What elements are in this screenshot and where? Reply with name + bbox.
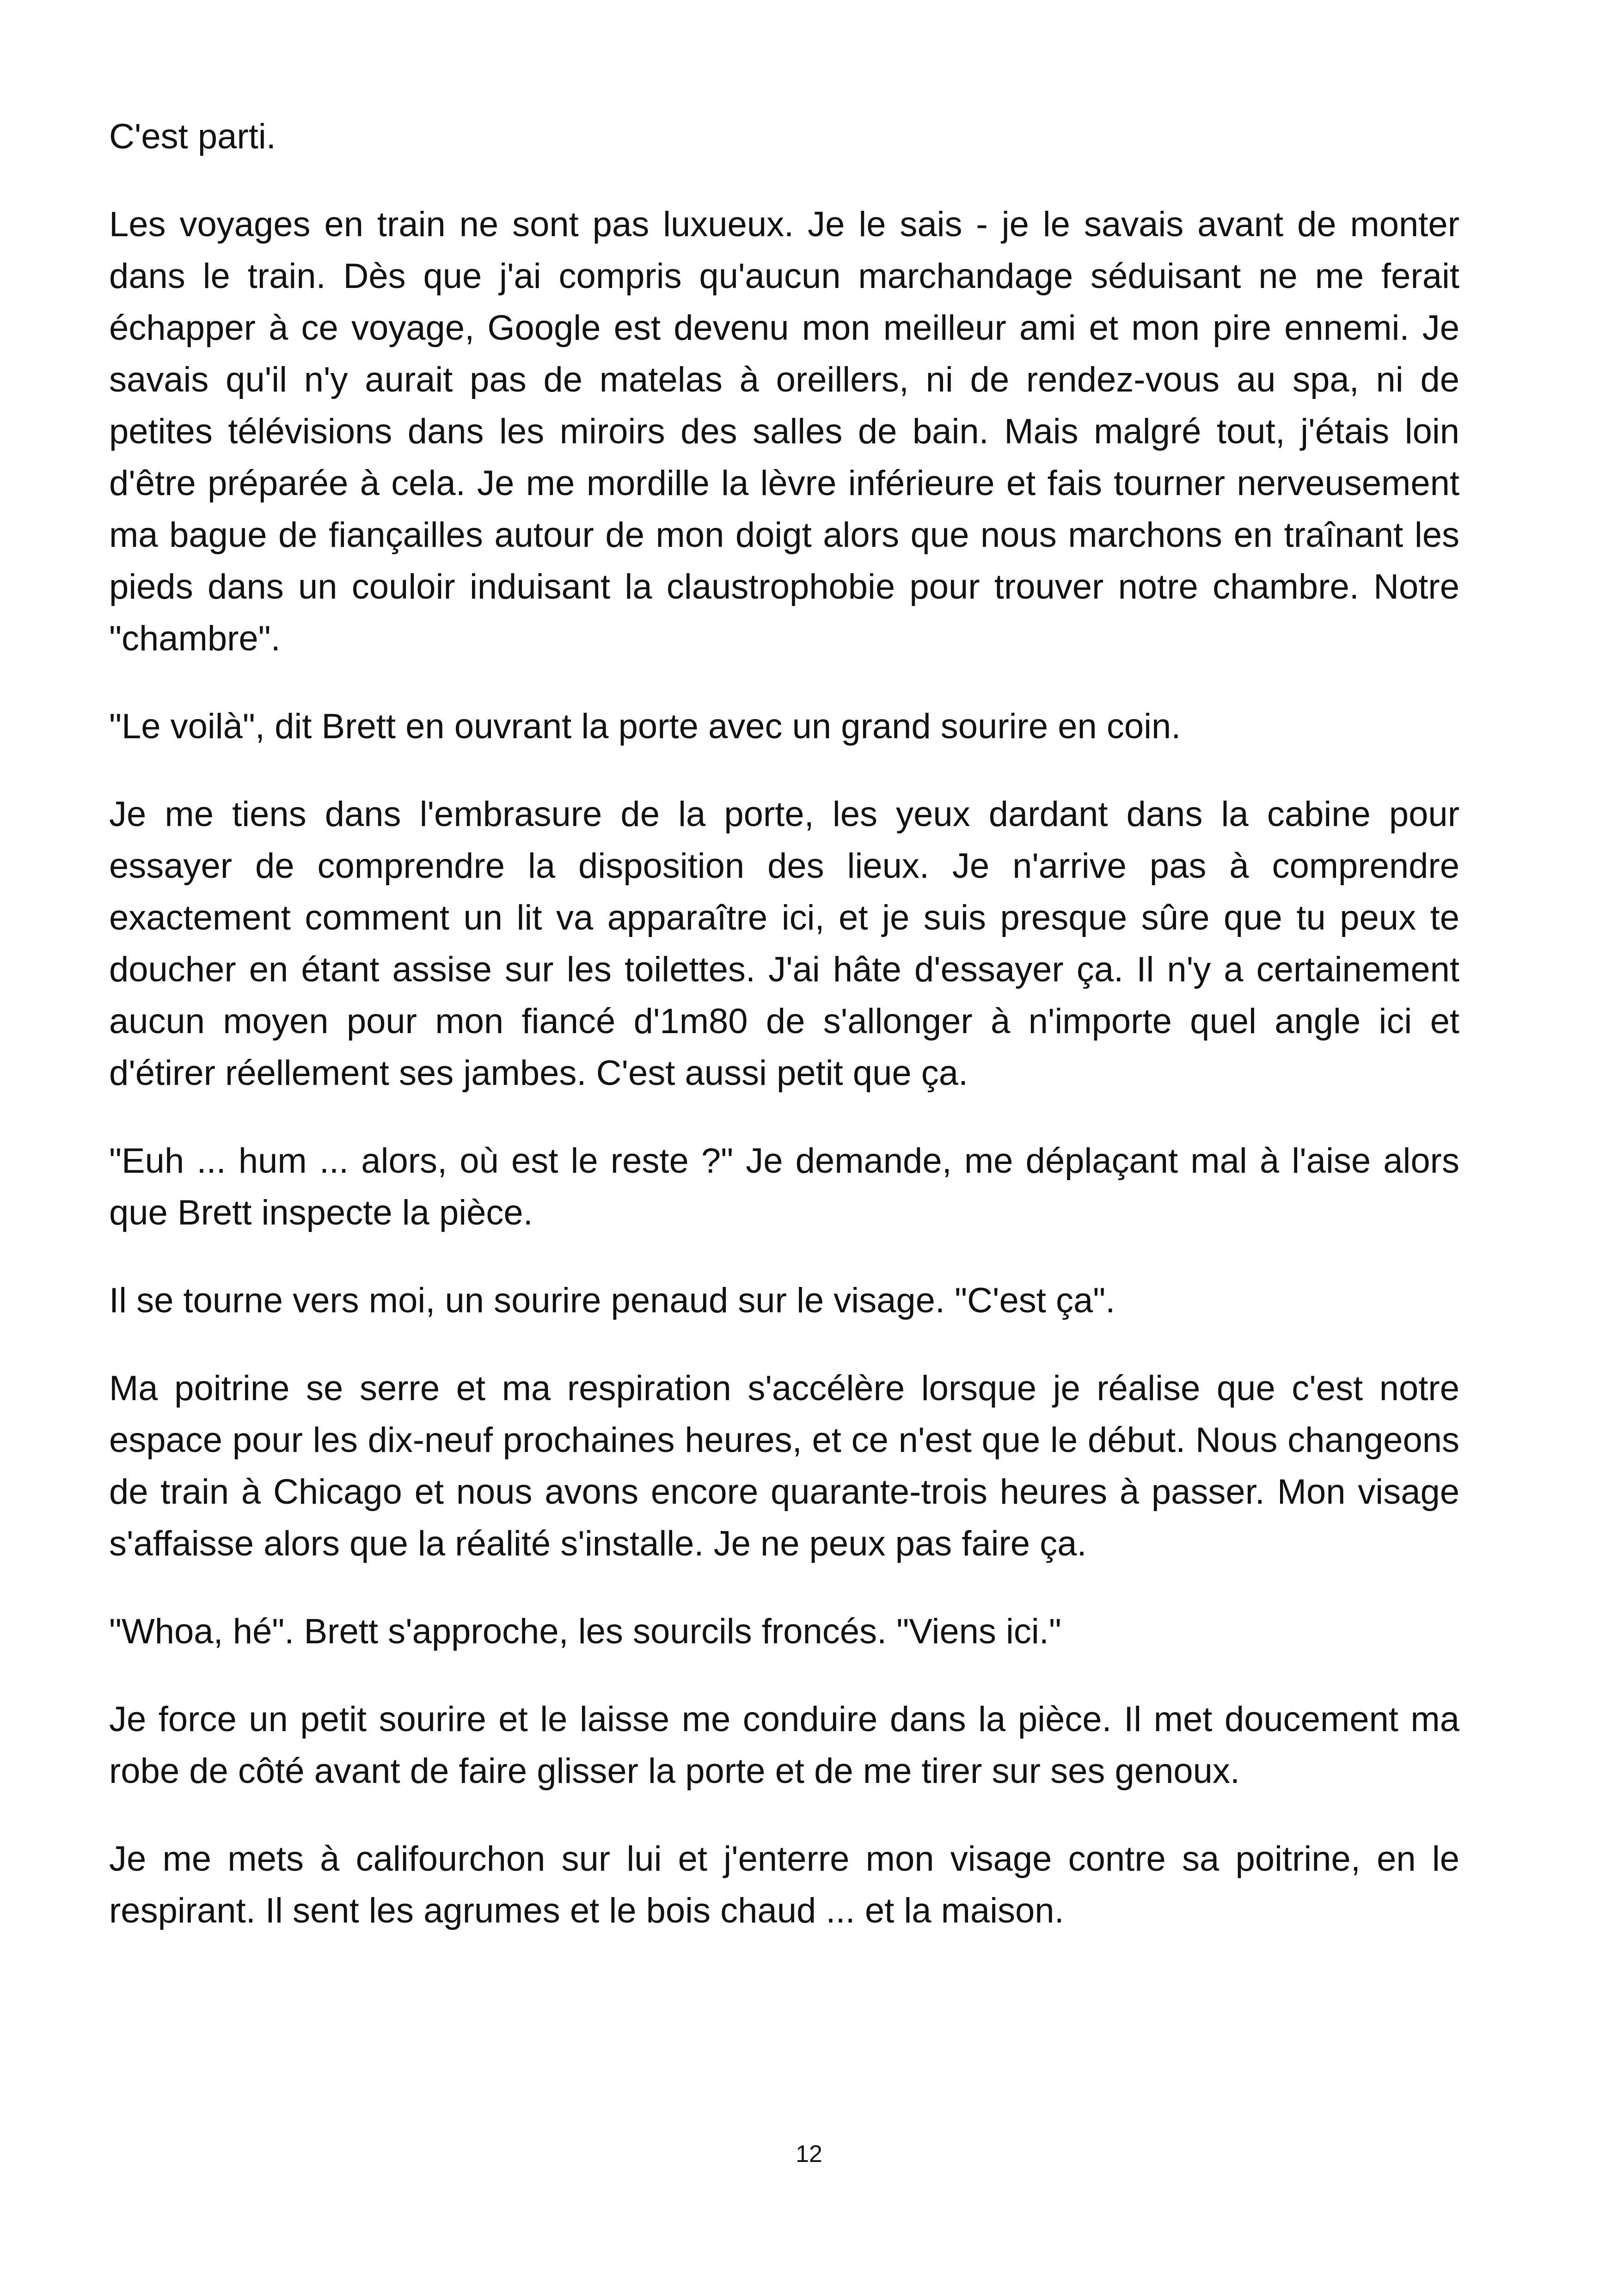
- paragraph-6: Il se tourne vers moi, un sourire penaud sur le visage. "C'est ça".: [109, 1281, 1115, 1320]
- body-text: [109, 111, 1459, 1973]
- paragraph-10: Je me mets à califourchon sur lui et j'enterre mon visage contre sa poitrine, en le respirant. Il sent les agrumes et le bois chaud ... et la maison.: [109, 1839, 1459, 1930]
- paragraph-9: Je force un petit sourire et le laisse me conduire dans la pièce. Il met doucement ma robe de côté avant de faire glisser la porte et de me tirer sur ses genoux.: [109, 1700, 1459, 1791]
- paragraph-4: Je me tiens dans l'embrasure de la porte, les yeux dardant dans la cabine pour essayer de comprendre la disposition des lieux. Je n'arrive pas à comprendre exactement comment un lit va apparaître ici, et je suis presque sûre que tu peux te doucher en étant assise sur les toilettes. J'ai hâte d'essayer ça. Il n'y a certainement aucun moyen pour mon fiancé d'1m80 de s'allonger à n'importe quel angle ici et d'étirer réellement ses jambes. C'est aussi petit que ça.: [109, 795, 1459, 1093]
- paragraph-7: Ma poitrine se serre et ma respiration s'accélère lorsque je réalise que c'est notre espace pour les dix-neuf prochaines heures, et ce n'est que le début. Nous changeons de train à Chicago et nous avons encore quarante-trois heures à passer. Mon visage s'affaisse alors que la réalité s'installe. Je ne peux pas faire ça.: [109, 1369, 1459, 1563]
- paragraph-1: C'est parti.: [109, 117, 276, 156]
- paragraph-3: "Le voilà", dit Brett en ouvrant la porte avec un grand sourire en coin.: [109, 707, 1181, 746]
- paragraph-5: "Euh ... hum ... alors, où est le reste ?" Je demande, me déplaçant mal à l'aise alors que Brett inspecte la pièce.: [109, 1141, 1459, 1232]
- paragraph-2: Les voyages en train ne sont pas luxueux. Je le sais - je le savais avant de monter dans le train. Dès que j'ai compris qu'aucun marchandage séduisant ne me ferait échapper à ce voyage, Google est devenu mon meilleur ami et mon pire ennemi. Je savais qu'il n'y aurait pas de matelas à oreillers, ni de rendez-vous au spa, ni de petites télévisions dans les miroirs des salles de bain. Mais malgré tout, j'étais loin d'être préparée à cela. Je me mordille la lèvre inférieure et fais tourner nerveusement ma bague de fiançailles autour de mon doigt alors que nous marchons en traînant les pieds dans un couloir induisant la claustrophobie pour trouver notre chambre. Notre "chambre".: [109, 205, 1459, 658]
- page-number: 12: [796, 2141, 822, 2167]
- paragraph-8: "Whoa, hé". Brett s'approche, les sourcils froncés. "Viens ici.": [109, 1612, 1061, 1651]
